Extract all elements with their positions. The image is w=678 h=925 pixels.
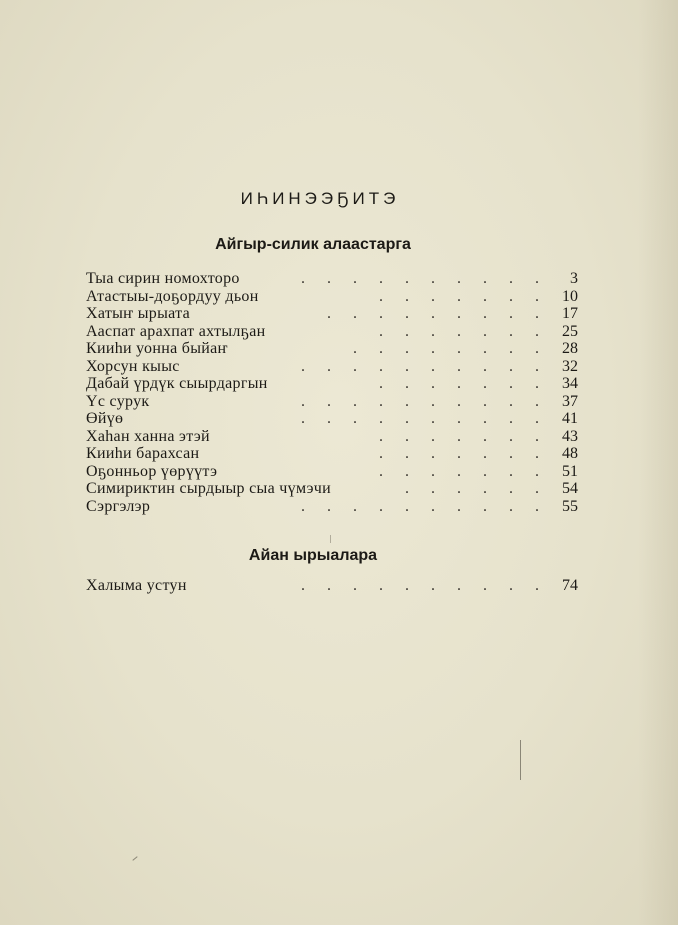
toc-list-section-2 [86,577,578,595]
dot-leader: . . . . . . . . [353,340,548,357]
toc-entry [86,445,578,463]
toc-entry [86,428,578,446]
toc-entry [86,463,578,481]
paper-scratch-mark [520,740,521,780]
toc-entry [86,340,578,358]
toc-entry-title: Үс сурук [86,392,150,410]
toc-entry-page: 54 [562,480,578,497]
toc-entry-page: 34 [562,375,578,392]
toc-entry-page: 17 [562,305,578,322]
toc-entry [86,270,578,288]
toc-entry [86,410,578,428]
dot-leader: . . . . . . . [379,445,548,462]
toc-entry-page: 3 [570,270,578,287]
dot-leader: . . . . . . . [379,427,548,445]
toc-entry-page: 43 [562,427,578,445]
dot-leader: . . . . . . . . . . [301,577,548,594]
toc-entry-title: Симириктин сырдыыр сыа чүмэчи [86,480,331,497]
toc-entry-page: 55 [562,497,578,515]
dot-leader: . . . . . . . . . . [301,410,548,427]
dot-leader: . . . . . . . . . . [301,392,548,410]
paper-scratch-mark [330,535,331,543]
toc-entry-title: Өйүө [86,410,124,427]
toc-entry-title: Кииһи барахсан [86,445,200,462]
dot-leader: . . . . . . . . . . [301,497,548,515]
dot-leader: . . . . . . . [379,287,548,305]
toc-entry-page: 25 [562,322,578,340]
toc-entry-title: Тыа сирин номохторо [86,270,240,287]
toc-entry [86,288,578,306]
dot-leader: . . . . . . . . . . [301,270,548,287]
dot-leader: . . . . . . [405,480,548,497]
toc-entry-title: Оҕонньор үөрүүтэ [86,462,218,480]
toc-entry-page: 32 [562,357,578,375]
toc-entry [86,305,578,323]
toc-entry-title: Хатыҥ ырыата [86,305,191,322]
toc-entry [86,375,578,393]
toc-entry [86,480,578,498]
dot-leader: . . . . . . . . . [327,305,548,322]
dot-leader: . . . . . . . [379,375,548,392]
toc-entry-title: Кииһи уонна быйаҥ [86,340,228,357]
dot-leader: . . . . . . . . . . [301,357,548,375]
toc-entry [86,498,578,516]
section-heading-2: Айан ырыалара [248,547,378,564]
toc-entry-title: Халыма устун [86,577,187,594]
toc-entry [86,358,578,376]
toc-entry-title: Ааспат арахпат ахтылҕан [86,322,266,340]
toc-entry-title: Сэргэлэр [86,497,151,515]
toc-entry-page: 74 [562,577,578,594]
dot-leader: . . . . . . . [379,322,548,340]
toc-entry-title: Хаһан ханна этэй [86,427,210,445]
toc-entry-page: 41 [562,410,578,427]
toc-entry [86,323,578,341]
toc-entry-page: 10 [562,287,578,305]
toc-list-section-1 [86,270,578,515]
toc-entry-title: Атастыы-доҕордуу дьон [86,287,259,305]
toc-entry [86,577,578,595]
toc-entry [86,393,578,411]
toc-entry-title: Хорсун кыыс [86,357,180,375]
toc-entry-title: Дабай үрдүк сыырдаргын [86,375,268,392]
toc-entry-page: 48 [562,445,578,462]
table-of-contents-title: ИҺИНЭЭҔИТЭ [240,189,400,208]
dot-leader: . . . . . . . [379,462,548,480]
toc-entry-page: 51 [562,462,578,480]
toc-entry-page: 37 [562,392,578,410]
paper-scratch-mark [132,856,137,861]
section-heading-1: Айгыр-силик алаастарга [215,236,411,253]
toc-entry-page: 28 [562,340,578,357]
